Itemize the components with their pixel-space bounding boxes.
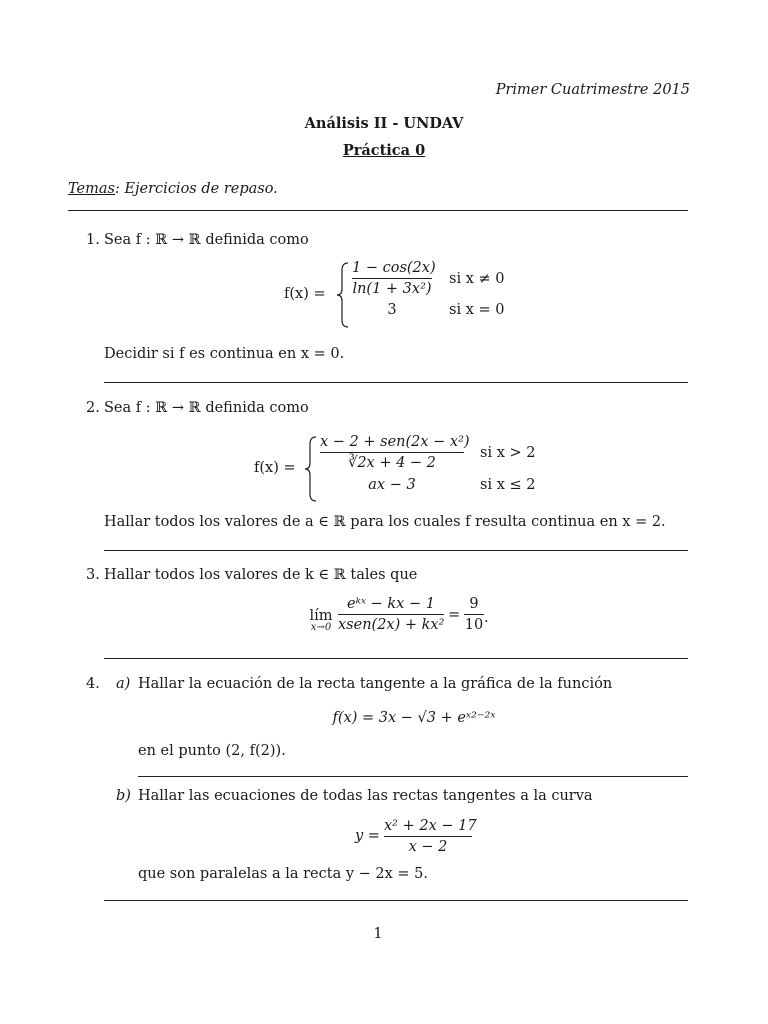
ex2-intro: Sea f : ℝ → ℝ definida como <box>104 400 309 416</box>
ex2-case1-num: x − 2 + sen(2x − x²) <box>320 434 470 450</box>
ex1-case1-cond: si x ≠ 0 <box>449 271 505 287</box>
ex3-den: xsen(2x) + kx² <box>338 614 444 633</box>
divider <box>138 776 688 777</box>
ex4-b-fraction <box>384 818 477 855</box>
ex4-b-label: b) <box>116 788 131 804</box>
course-title: Análisis II - UNDAV <box>304 115 464 132</box>
ex4-a-point: en el punto (2, f(2)). <box>138 743 286 759</box>
ex2-case1-fraction <box>320 434 470 471</box>
ex4-b-num: x² + 2x − 17 <box>384 818 477 834</box>
ex2-case1-cond: si x > 2 <box>480 445 536 461</box>
ex3-lim <box>304 608 338 633</box>
ex4-number: 4. <box>86 676 100 692</box>
ex2-case1-den: ∛2x + 4 − 2 <box>320 452 464 471</box>
ex1-number: 1. <box>86 232 100 248</box>
ex3-rhs-num: 9 <box>469 596 479 612</box>
ex2-number: 2. <box>86 400 100 416</box>
ex1-case2-cond: si x = 0 <box>449 302 505 318</box>
topics-text: : Ejercicios de repaso. <box>114 181 278 197</box>
practice-title-text: Práctica 0 <box>342 142 426 159</box>
ex1-brace <box>336 262 350 328</box>
divider <box>104 900 688 901</box>
ex2-case2-val: ax − 3 <box>368 477 416 493</box>
ex4-b-lhs: y = <box>355 828 380 844</box>
ex3-fraction <box>338 596 444 633</box>
ex1-case1-den: ln(1 + 3x²) <box>352 278 432 297</box>
divider <box>104 550 688 551</box>
ex3-lim-sub: x→0 <box>310 622 332 633</box>
ex4-b-den: x − 2 <box>384 836 472 855</box>
ex3-lim-word: lím <box>309 608 333 624</box>
ex1-case1-fraction <box>352 260 436 297</box>
ex1-case1-num: 1 − cos(2x) <box>352 260 436 276</box>
term-label: Primer Cuatrimestre 2015 <box>495 82 690 98</box>
ex4-a-text: Hallar la ecuación de la recta tangente a la gráfica de la función <box>138 676 613 692</box>
divider <box>104 382 688 383</box>
ex2-case2-cond: si x ≤ 2 <box>480 477 536 493</box>
ex4-a-label: a) <box>116 676 131 692</box>
ex3-end: . <box>484 610 489 626</box>
ex3-rhs-fraction <box>464 596 484 633</box>
ex3-num: eᵏˣ − kx − 1 <box>347 596 435 612</box>
ex3-number: 3. <box>86 567 100 583</box>
divider <box>68 210 688 211</box>
ex4-b-text: Hallar las ecuaciones de todas las rectas tangentes a la curva <box>138 788 593 804</box>
ex3-rhs-den: 10 <box>464 614 484 633</box>
ex4-b-cond: que son paralelas a la recta y − 2x = 5. <box>138 866 429 882</box>
ex4-a-formula: f(x) = 3x − √3 + eˣ²⁻²ˣ <box>332 710 496 726</box>
ex1-case2-val: 3 <box>387 302 397 318</box>
ex2-question: Hallar todos los valores de a ∈ ℝ para los cuales f resulta continua en x = 2. <box>104 514 666 530</box>
page-number: 1 <box>373 926 383 942</box>
ex1-lhs: f(x) = <box>284 286 326 302</box>
ex1-intro: Sea f : ℝ → ℝ definida como <box>104 232 309 248</box>
ex2-lhs: f(x) = <box>254 460 296 476</box>
ex3-eq: = <box>448 607 461 623</box>
divider <box>104 658 688 659</box>
ex1-question: Decidir si f es continua en x = 0. <box>104 346 345 362</box>
practice-title <box>0 142 768 159</box>
topics-label: Temas <box>68 181 115 197</box>
ex2-brace <box>304 436 318 502</box>
topics-line <box>68 181 278 197</box>
ex3-intro: Hallar todos los valores de k ∈ ℝ tales que <box>104 567 418 583</box>
